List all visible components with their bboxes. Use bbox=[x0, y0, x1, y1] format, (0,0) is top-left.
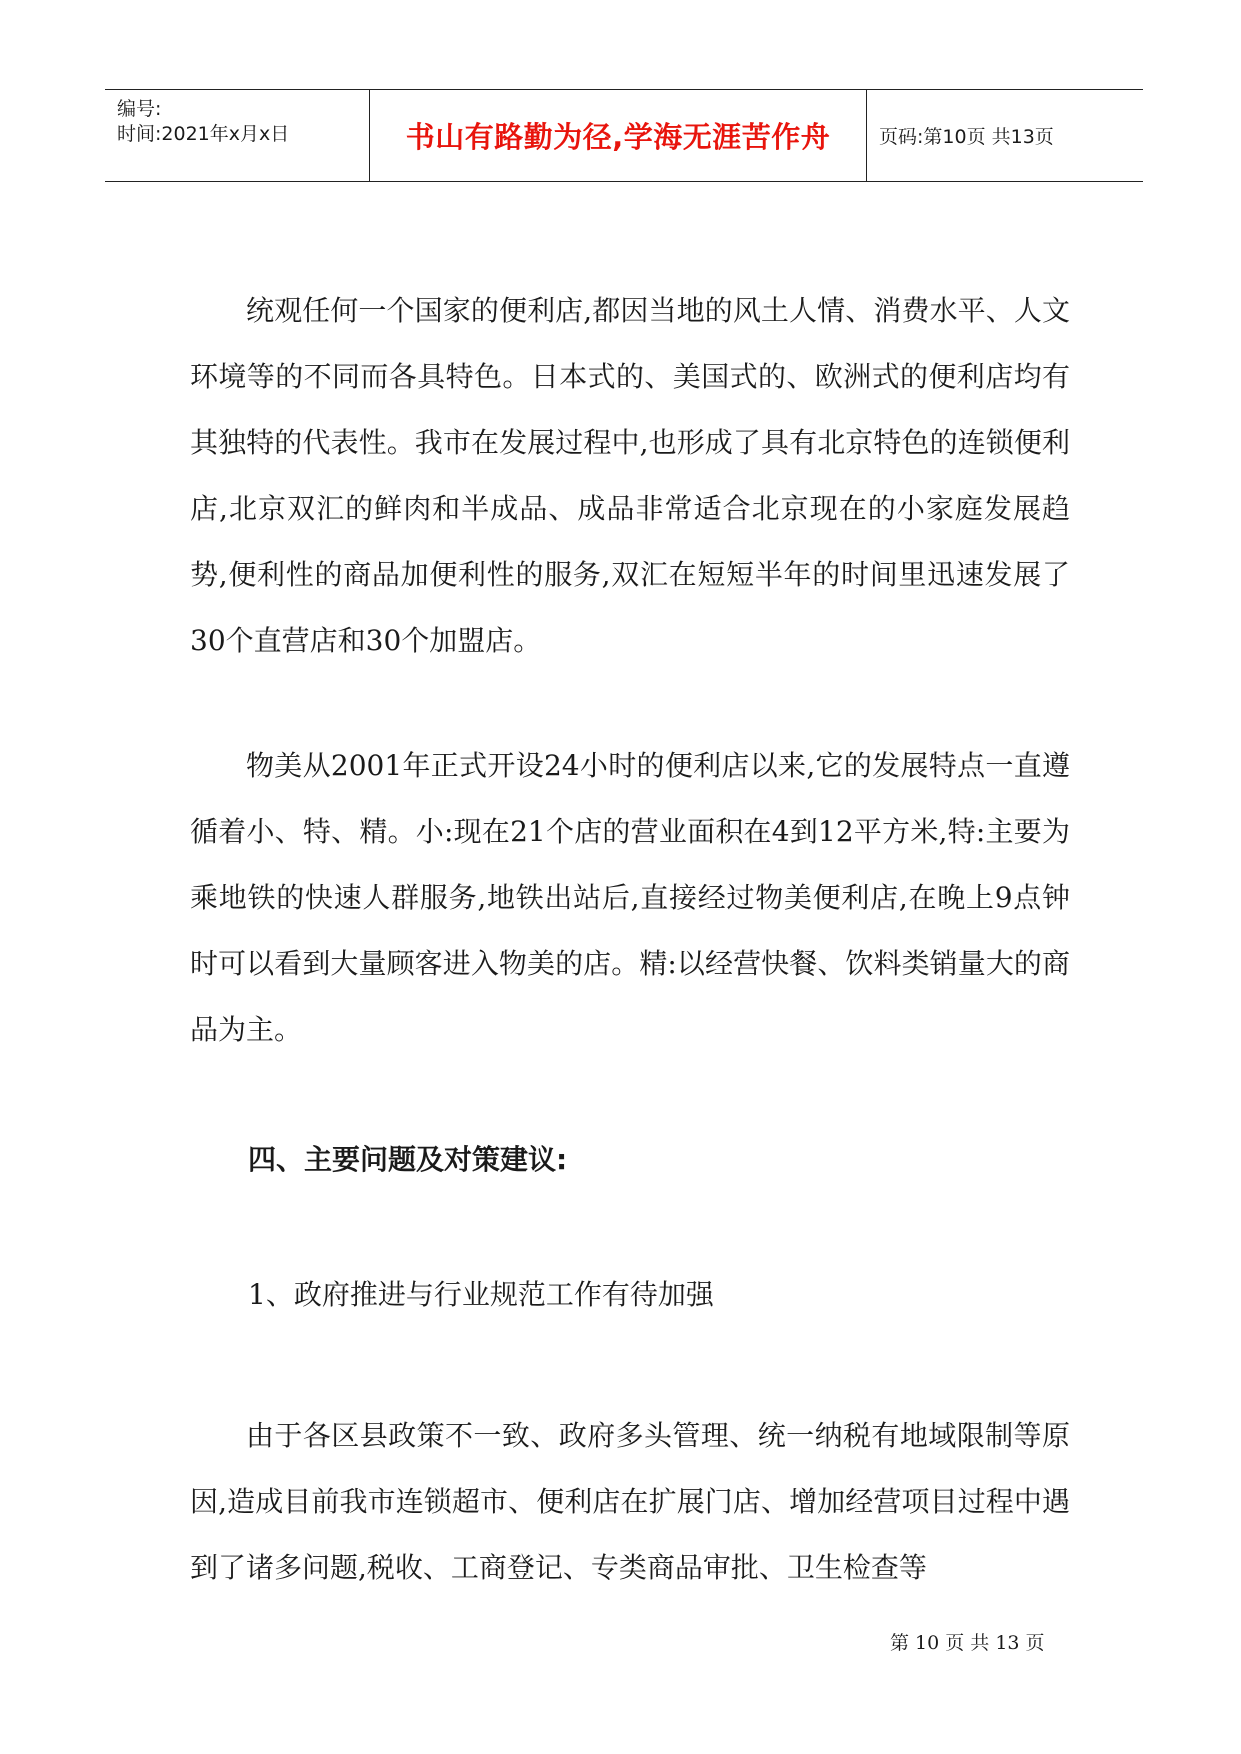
header-motto-cell bbox=[370, 90, 867, 181]
document-number-label: 编号: bbox=[117, 98, 162, 120]
page-footer: 第 10 页 共 13 页 bbox=[890, 1632, 1045, 1654]
subsection-heading: 1、政府推进与行业规范工作有待加强 bbox=[248, 1278, 714, 1311]
header-page-info: 页码:第10页 共13页 bbox=[879, 126, 1054, 148]
section-heading: 四、主要问题及对策建议: bbox=[248, 1143, 568, 1176]
header-motto: 书山有路勤为径,学海无涯苦作舟 bbox=[405, 120, 831, 154]
body-paragraph: 物美从2001年正式开设24小时的便利店以来,它的发展特点一直遵循着小、特、精。小:现在21个店的营业面积在4到12平方米,特:主要为乘地铁的快速人群服务,地铁出站后,直接经过物美便利店,在晚上9点钟时可以看到大量顾客进入物美的店。精:以经营快餐、饮料类销量大的商品为主。 bbox=[190, 749, 1070, 1046]
page-header bbox=[105, 89, 1143, 182]
header-meta bbox=[105, 90, 370, 181]
document-time-label: 时间:2021年x月x日 bbox=[117, 123, 290, 145]
body-paragraph: 由于各区县政策不一致、政府多头管理、统一纳税有地域限制等原因,造成目前我市连锁超市、便利店在扩展门店、增加经营项目过程中遇到了诸多问题,税收、工商登记、专类商品审批、卫生检查等 bbox=[190, 1419, 1070, 1584]
body-paragraph: 统观任何一个国家的便利店,都因当地的风土人情、消费水平、人文环境等的不同而各具特色。日本式的、美国式的、欧洲式的便利店均有其独特的代表性。我市在发展过程中,也形成了具有北京特色的连锁便利店,北京双汇的鲜肉和半成品、成品非常适合北京现在的小家庭发展趋势,便利性的商品加便利性的服务,双汇在短短半年的时间里迅速发展了30个直营店和30个加盟店。 bbox=[190, 294, 1070, 657]
